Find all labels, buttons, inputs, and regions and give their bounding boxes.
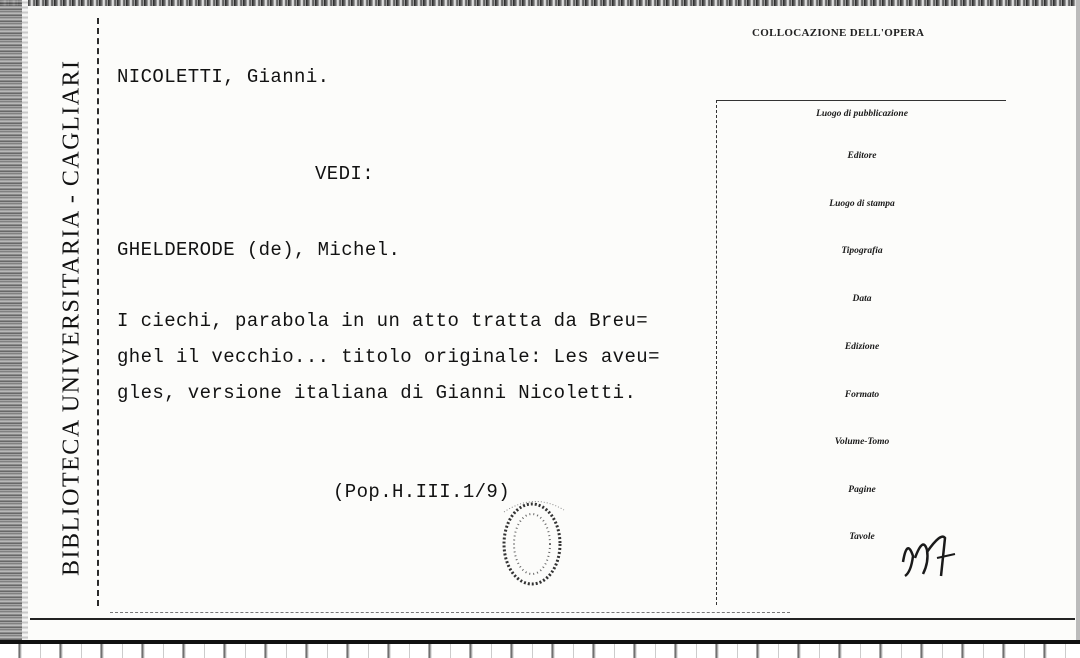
field-pagine: Pagine	[848, 485, 876, 495]
signature-icon	[897, 528, 957, 580]
title-line-3: gles, versione italiana di Gianni Nicoletti.	[117, 382, 637, 404]
title-line-2: ghel il vecchio... titolo originale: Les aveu=	[117, 346, 660, 368]
scan-left-edge	[0, 0, 22, 658]
spine-divider	[97, 18, 99, 606]
field-tavole: Tavole	[849, 532, 875, 542]
see-label: VEDI:	[315, 163, 375, 185]
field-data: Data	[852, 294, 872, 304]
institution-label: BIBLIOTECA UNIVERSITARIA - CAGLIARI	[58, 59, 85, 577]
scan-bottom-strip	[0, 644, 1080, 658]
dashed-rule	[110, 612, 790, 613]
bottom-rule	[30, 618, 1075, 620]
author-entry: GHELDERODE (de), Michel.	[117, 239, 401, 261]
field-edizione: Edizione	[844, 342, 880, 352]
field-luogo-stampa: Luogo di stampa	[829, 199, 895, 209]
collocation-header: COLLOCAZIONE DELL'OPERA	[752, 27, 925, 39]
title-line-1: I ciechi, parabola in un atto tratta da Breu=	[117, 310, 649, 332]
fields-box-divider	[716, 100, 717, 605]
scan-right-edge	[1076, 0, 1080, 658]
scan-left-edge-inner	[22, 0, 28, 658]
field-formato: Formato	[844, 390, 880, 400]
scan-top-edge	[0, 0, 1080, 6]
field-volume-tomo: Volume-Tomo	[834, 437, 890, 447]
shelfmark: (Pop.H.III.1/9)	[333, 481, 511, 503]
field-luogo-pubblicazione: Luogo di pubblicazione	[816, 109, 908, 119]
field-editore: Editore	[847, 151, 877, 161]
library-stamp-icon	[494, 492, 580, 592]
heading-entry: NICOLETTI, Gianni.	[117, 66, 330, 88]
field-tipografia: Tipografia	[841, 246, 883, 256]
